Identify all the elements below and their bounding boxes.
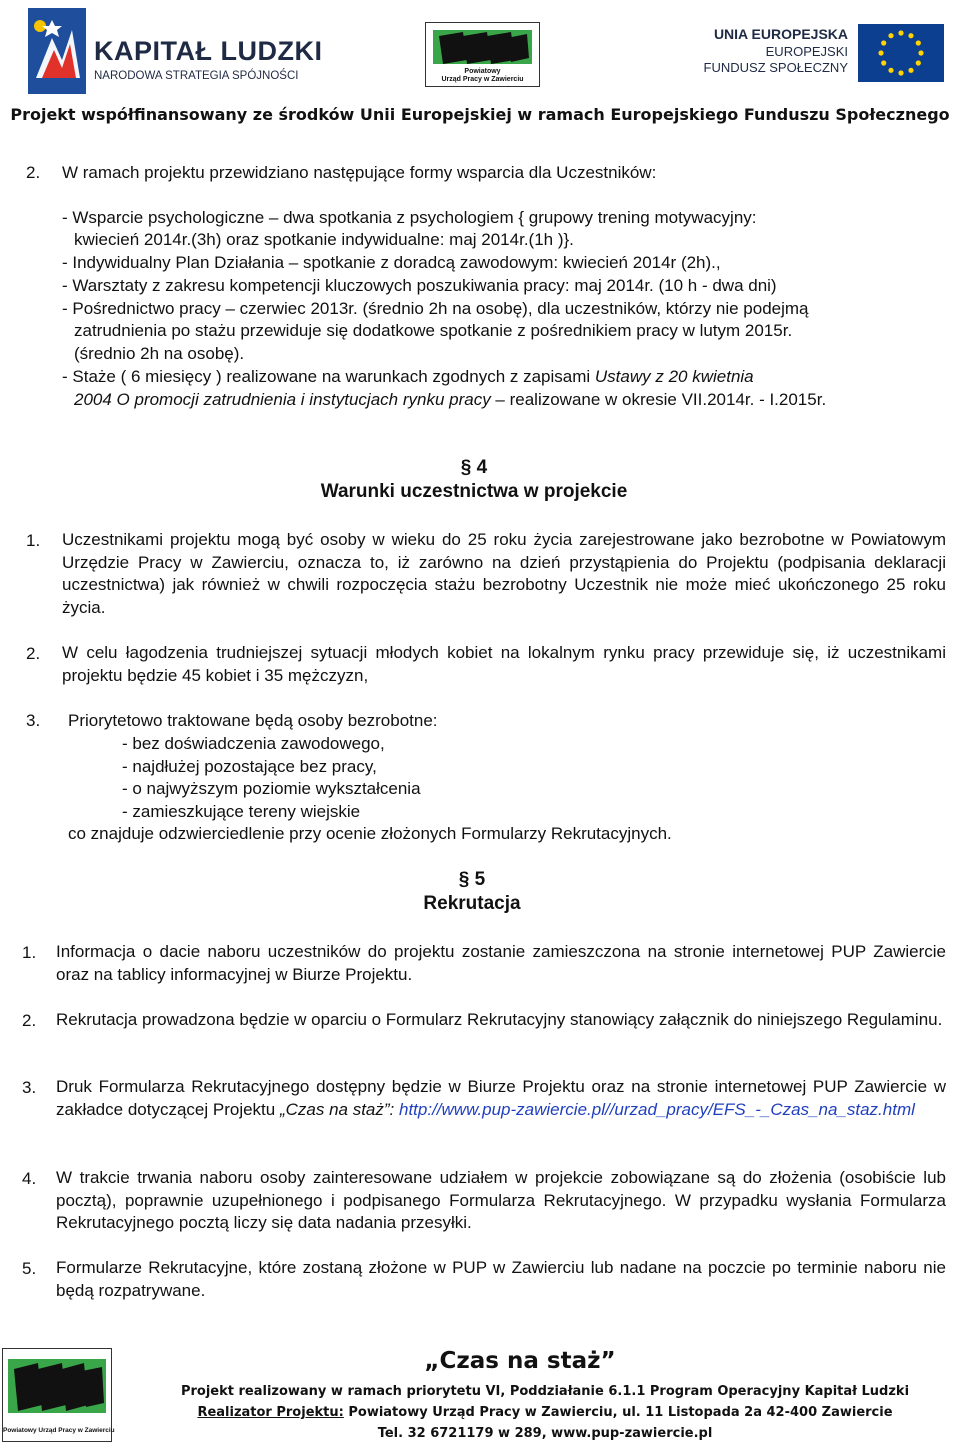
pup-logo <box>425 22 540 87</box>
recruit-4-text: W trakcie trwania naboru osoby zainteresowane udziałem w projekcie zobowiązane są do złożenia (osobiście lub pocztą), poprawnie uzupełnionego i podpisanego Formularza Rekrutacyjnego. W przypadku wysłania Formularza Rekrutacyjnego pocztą liczy się data nadania przesyłki. <box>56 1168 946 1232</box>
recruit-1-text: Informacja o dacie naboru uczestników do projektu zostanie zamieszczona na stronie internetowej PUP Zawiercie oraz na tablicy informacyjnej w Biurze Projektu. <box>56 942 946 984</box>
conditions-3-number: 3. <box>26 711 41 730</box>
kapital-ludzki-logo <box>28 8 323 94</box>
priority-bullet-3: - o najwyższym poziomie wykształcenia <box>122 779 421 798</box>
support-bullet-psych-2: kwiecień 2014r.(3h) oraz spotkanie indywidualne: maj 2014r.(1h )}. <box>74 230 574 249</box>
conditions-2-number: 2. <box>26 644 41 663</box>
footer-realizator-text: Powiatowy Urząd Pracy w Zawierciu, ul. 11 Listopada 2a 42-400 Zawiercie <box>343 1405 893 1420</box>
support-bullet-internship-2 <box>74 389 826 411</box>
recruit-4-number: 4. <box>22 1169 37 1188</box>
pup-emblem-icon <box>427 24 538 68</box>
support-item-text: W ramach projektu przewidziano następujące formy wsparcia dla Uczestników: <box>62 163 657 182</box>
recruit-3-link[interactable]: http://www.pup-zawiercie.pl//urzad_pracy/EFS_-_Czas_na_staz.html <box>399 1099 915 1119</box>
eu-line1: UNIA EUROPEJSKA <box>713 26 848 42</box>
support-bullet-ipd: - Indywidualny Plan Działania – spotkanie z doradcą zawodowym: kwiecień 2014r (2h)., <box>62 253 721 272</box>
recruit-2-text: Rekrutacja prowadzona będzie w oparciu o Formularz Rekrutacyjny stanowiący załącznik do niniejszego Regulaminu. <box>56 1010 943 1029</box>
footer-line-2 <box>150 1405 940 1420</box>
section-4-title: Warunki uczestnictwa w projekcie <box>320 481 628 502</box>
eu-line3: FUNDUSZ SPOŁECZNY <box>703 60 848 75</box>
kapital-ludzki-emblem-icon <box>28 8 86 94</box>
conditions-2-text: W celu łagodzenia trudniejszej sytuacji młodych kobiet na lokalnym rynku pracy przewiduje się, iż uczestnikami projektu będzie 45 kobiet i 35 mężczyzn, <box>62 643 946 685</box>
support-bullet-internship-1 <box>62 366 754 388</box>
section-5-title: Rekrutacja <box>423 893 521 914</box>
pup-footer-emblem-icon <box>4 1351 110 1419</box>
conditions-1-number: 1. <box>26 531 41 550</box>
support-bullet-agency-1: - Pośrednictwo pracy – czerwiec 2013r. (średnio 2h na osobę), dla uczestników, którzy nie podejmą <box>62 299 809 318</box>
recruit-3-project-name: „Czas na staż”: <box>279 1099 399 1119</box>
eu-line2: EUROPEJSKI <box>765 44 848 59</box>
kapital-ludzki-subtitle: NARODOWA STRATEGIA SPÓJNOŚCI <box>94 70 299 82</box>
internship-text-b: – realizowane w okresie VII.2014r. - I.2015r. <box>490 390 827 409</box>
support-bullet-agency-3: (średnio 2h na osobę). <box>74 344 245 363</box>
footer-logo <box>2 1348 115 1442</box>
support-bullet-agency-2: zatrudnienia po stażu przewiduje się dodatkowe spotkanie z pośrednikiem pracy w lutym 2015r. <box>74 321 793 340</box>
footer-line-1: Projekt realizowany w ramach priorytetu VI, Poddziałanie 6.1.1 Program Operacyjny Kapitał Ludzki <box>180 1384 910 1399</box>
section-5-number: § 5 <box>458 869 486 890</box>
recruit-2-number: 2. <box>22 1011 37 1030</box>
recruit-5-text: Formularze Rekrutacyjne, które zostaną złożone w PUP w Zawierciu lub nadane na poczcie po terminie naboru nie będą rozpatrywane. <box>56 1258 946 1300</box>
recruit-5-number: 5. <box>22 1259 37 1278</box>
support-item-number: 2. <box>26 163 41 182</box>
cofinance-line: Projekt współfinansowany ze środków Unii Europejskiej w ramach Europejskiego Funduszu Społecznego <box>10 105 950 124</box>
page-header <box>0 0 960 100</box>
conditions-1-text: Uczestnikami projektu mogą być osoby w wieku do 25 roku życia zarejestrowane jako bezrobotne w Powiatowym Urzędzie Pracy w Zawierciu, oznacza to, iż zarówno na dzień przystąpienia do Projektu (podpisania deklaracji uczestnictwa) jak również w chwili rozpoczęcia stażu bezrobotny Uczestnik nie może mieć ukończonego 25 roku życia. <box>62 530 946 617</box>
internship-law-b: 2004 O promocji zatrudnienia i instytucjach rynku pracy <box>74 390 491 409</box>
footer-logo-caption: Powiatowy Urząd Pracy w Zawierciu <box>3 1427 115 1434</box>
support-bullet-workshops: - Warsztaty z zakresu kompetencji kluczowych poszukiwania pracy: maj 2014r. (10 h - dwa dni) <box>62 276 777 295</box>
recruit-3-text <box>56 1076 946 1121</box>
conditions-3-text: Priorytetowo traktowane będą osoby bezrobotne: <box>68 711 438 730</box>
pup-logo-line2: Urząd Pracy w Zawierciu <box>441 76 524 83</box>
internship-law-a: Ustawy z 20 kwietnia <box>594 367 754 386</box>
recruit-3-text-a: Druk Formularza Rekrutacyjnego dostępny będzie w Biurze Projektu oraz na stronie internetowej PUP Zawiercie w zakładce dotyczącej Projektu <box>56 1077 946 1119</box>
recruit-1-number: 1. <box>22 943 37 962</box>
footer-project-name: „Czas na staż” <box>424 1348 616 1374</box>
kapital-ludzki-title: KAPITAŁ LUDZKI <box>94 36 323 66</box>
priority-bullet-1: - bez doświadczenia zawodowego, <box>122 734 385 753</box>
priority-bullet-4: - zamieszkujące tereny wiejskie <box>122 802 361 821</box>
footer-line-3: Tel. 32 6721179 w 289, www.pup-zawiercie.pl <box>377 1426 713 1441</box>
priority-closing: co znajduje odzwierciedlenie przy ocenie złożonych Formularzy Rekrutacyjnych. <box>68 824 672 843</box>
eu-logo <box>700 20 950 90</box>
recruit-3-number: 3. <box>22 1078 37 1097</box>
eu-flag-icon <box>858 24 944 82</box>
priority-bullet-2: - najdłużej pozostające bez pracy, <box>122 757 377 776</box>
internship-text-a: - Staże ( 6 miesięcy ) realizowane na warunkach zgodnych z zapisami <box>62 367 595 386</box>
section-4-number: § 4 <box>460 457 488 478</box>
footer-realizator-label: Realizator Projektu: <box>197 1405 344 1420</box>
pup-logo-line1: Powiatowy <box>464 68 501 75</box>
support-bullet-psych-1: - Wsparcie psychologiczne – dwa spotkania z psychologiem { grupowy trening motywacyjny: <box>62 208 757 227</box>
